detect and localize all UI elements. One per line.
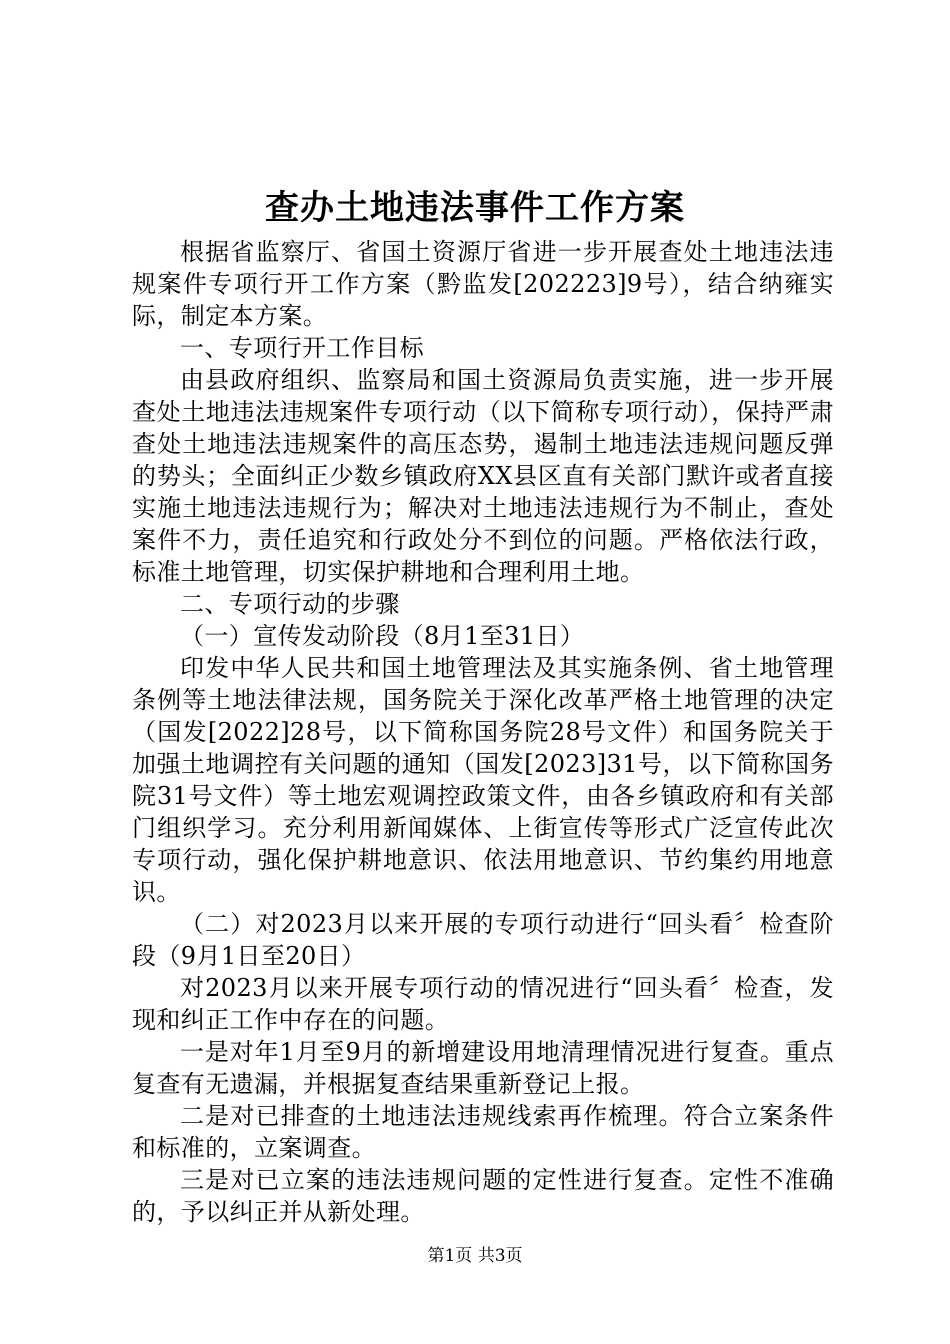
- paragraph-item-1: 一是对年1月至9月的新增建设用地清理情况进行复查。重点复查有无遗漏，并根据复查结果重新登记上报。: [132, 1038, 834, 1098]
- paragraph-item-3: 三是对已立案的违法违规问题的定性进行复查。定性不准确的，予以纠正并从新处理。: [132, 1166, 834, 1226]
- paragraph-review: 对2023月以来开展专项行动的情况进行“回头看〞检查，发现和纠正工作中存在的问题。: [132, 974, 834, 1034]
- paragraph-item-2: 二是对已排查的土地违法违规线索再作梳理。符合立案条件和标准的，立案调查。: [132, 1102, 834, 1162]
- subsection-heading-2: （二）对2023月以来开展的专项行动进行“回头看〞检查阶段（9月1日至20日）: [132, 910, 834, 970]
- paragraph-publicity: 印发中华人民共和国土地管理法及其实施条例、省土地管理条例等土地法律法规，国务院关于深化改革严格土地管理的决定（国发[2022]28号，以下简称国务院28号文件）和国务院关于加强土地调控有关问题的通知（国发[2023]31号，以下简称国务院31号文件）等土地宏观调控政策文件，由各乡镇政府和有关部门组织学习。充分利用新闻媒体、上街宣传等形式广泛宣传此次专项行动，强化保护耕地意识、依法用地意识、节约集约用地意识。: [132, 654, 834, 906]
- subsection-heading-1: （一）宣传发动阶段（8月1至31日）: [180, 622, 585, 650]
- document-title: 查办土地违法事件工作方案: [265, 188, 685, 228]
- paragraph-intro: 根据省监察厅、省国土资源厅省进一步开展查处土地违法违规案件专项行开工作方案（黔监发[202223]9号），结合纳雍实际，制定本方案。: [132, 238, 834, 330]
- page-footer: 第1页 共3页: [427, 1246, 523, 1266]
- section-heading-2: 二、专项行动的步骤: [180, 590, 400, 618]
- document-body: [132, 236, 834, 1228]
- section-heading-1: 一、专项行开工作目标: [180, 334, 424, 362]
- paragraph-goals: 由县政府组织、监察局和国土资源局负责实施，进一步开展查处土地违法违规案件专项行动（以下简称专项行动），保持严肃查处土地违法违规案件的高压态势，遏制土地违法违规问题反弹的势头；全面纠正少数乡镇政府XX县区直有关部门默许或者直接实施土地违法违规行为；解决对土地违法违规行为不制止，查处案件不力，责任追究和行政处分不到位的问题。严格依法行政，标准土地管理，切实保护耕地和合理利用土地。: [132, 366, 834, 586]
